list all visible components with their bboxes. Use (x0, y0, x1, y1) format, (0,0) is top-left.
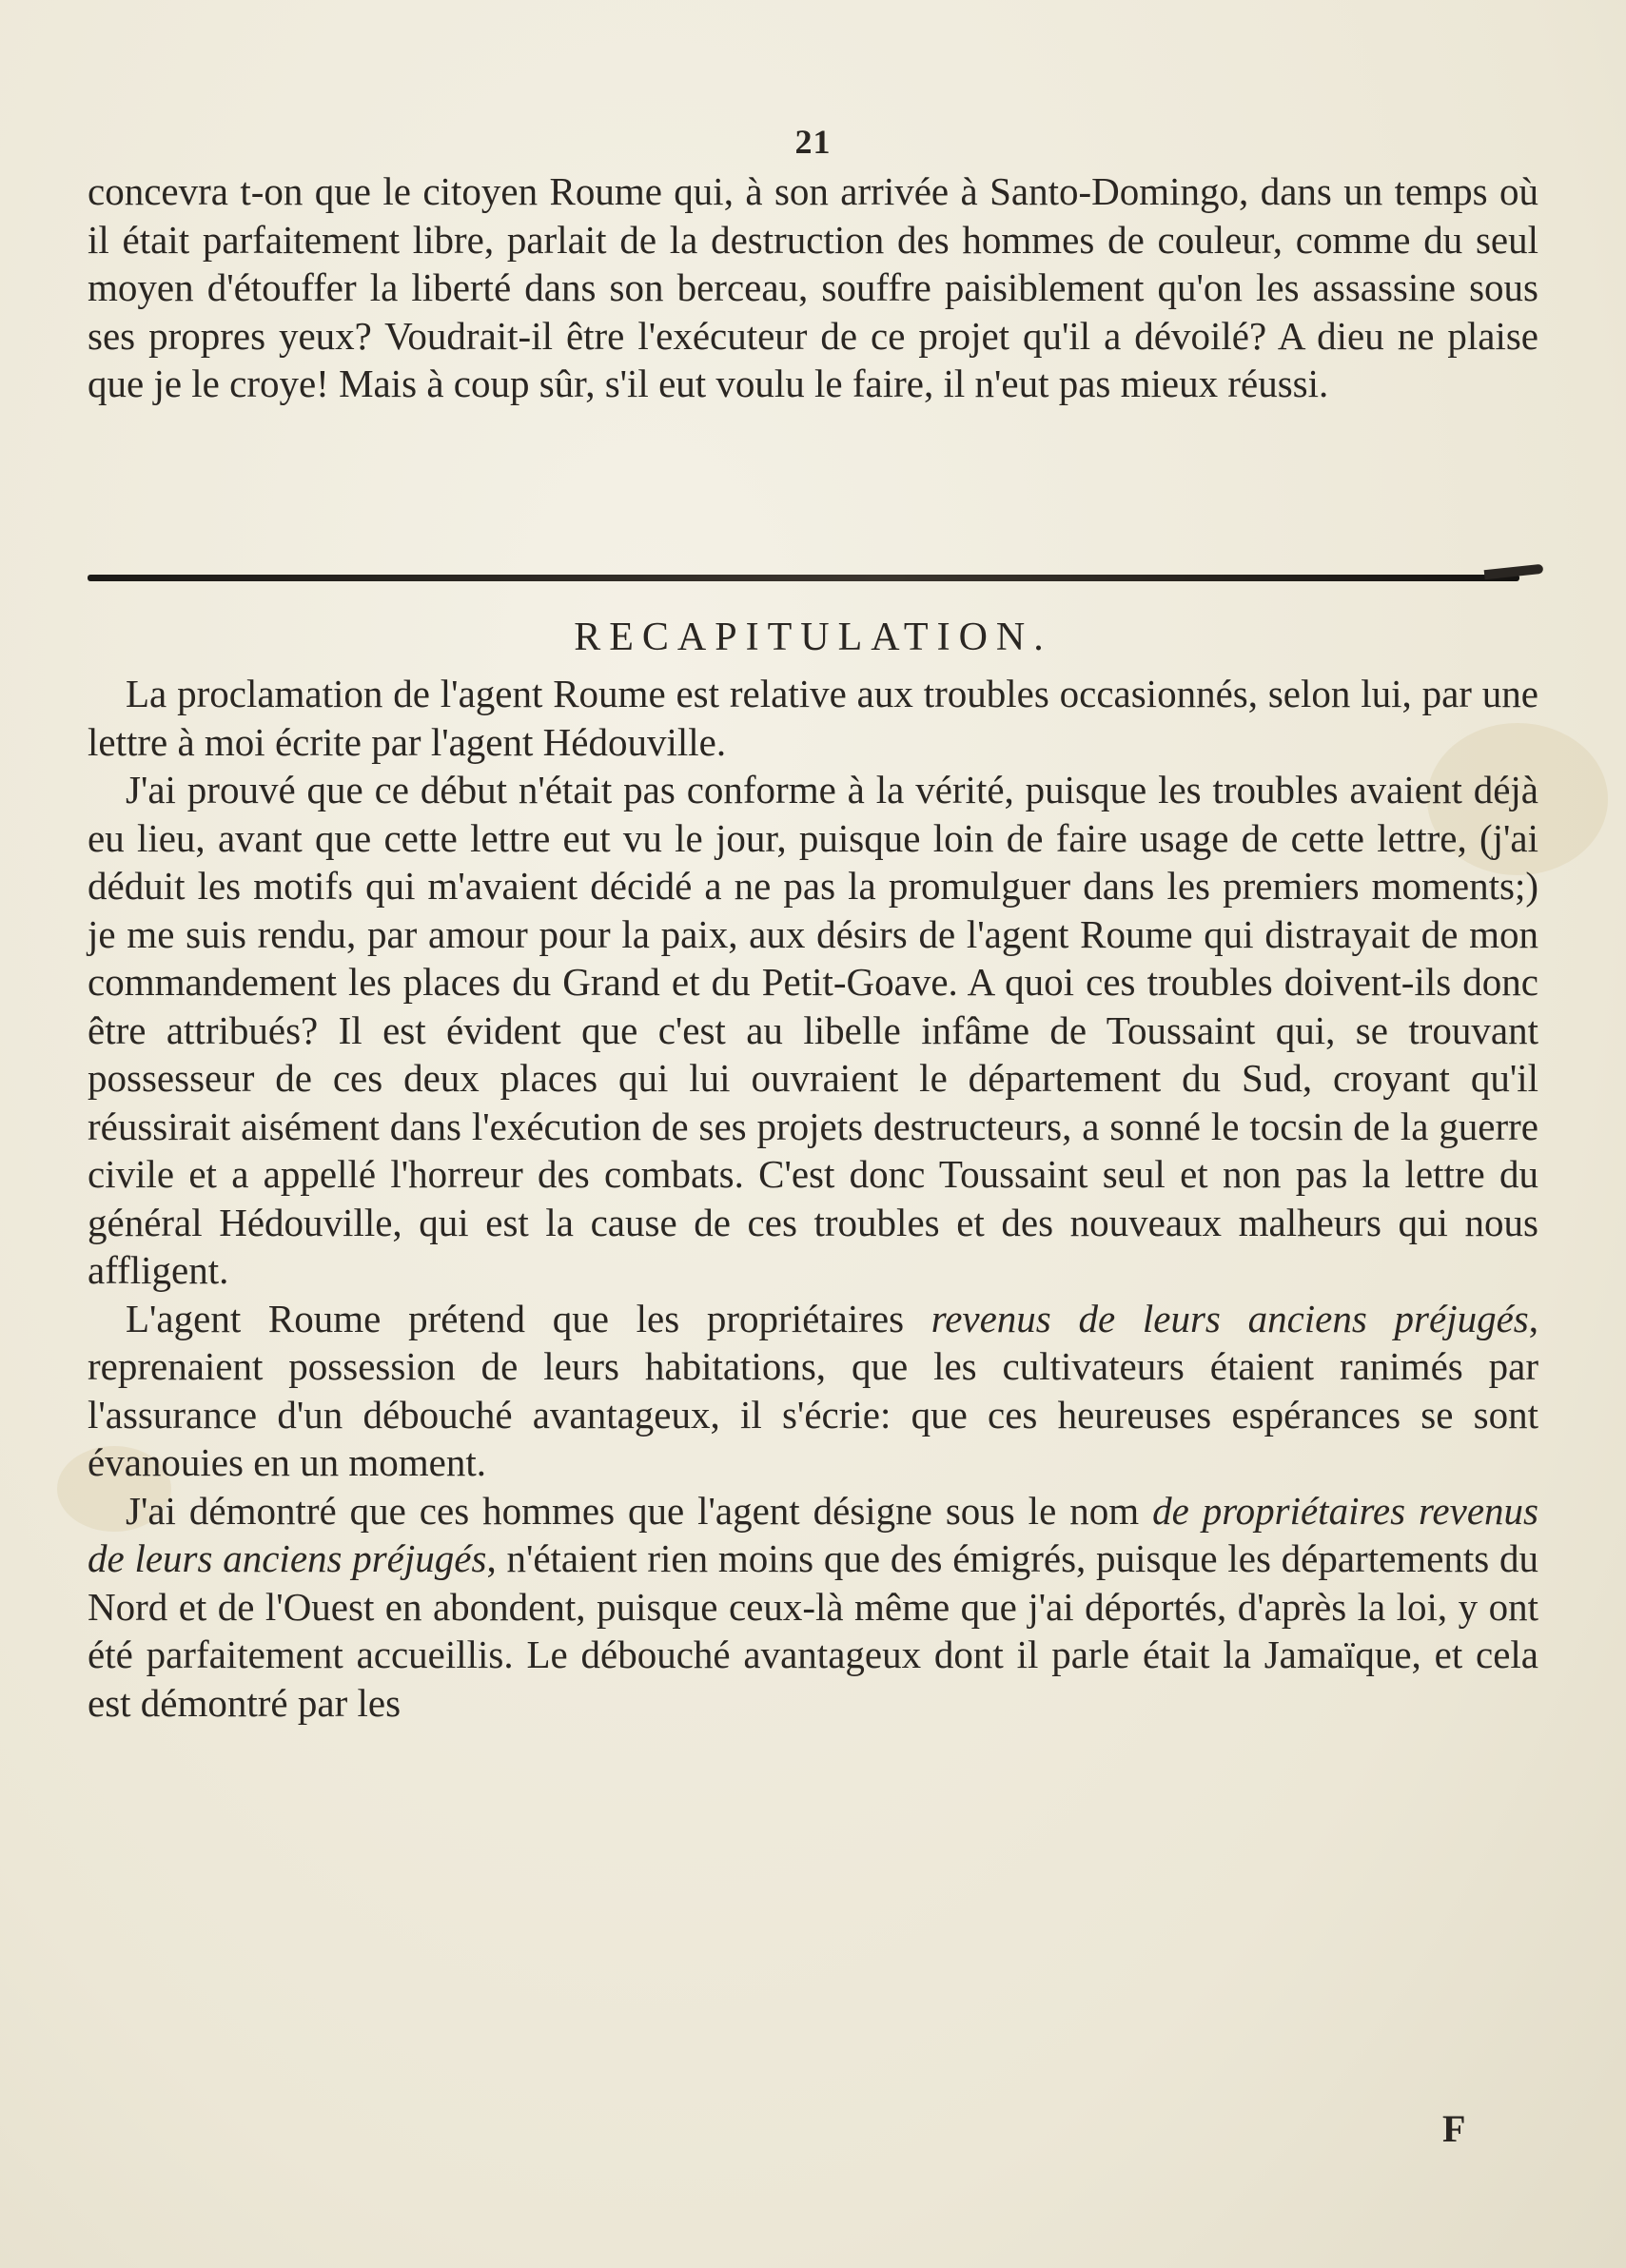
recap-paragraph-4-after: , n'étaient rien moins que des émigrés, puisque les départements du Nord et de l'Ouest en abondent, puisque ceux-là même que j'ai déportés, d'après la loi, y ont été parfaitement accueillis. Le débouché avantageux dont il parle était la Jamaïque, et cela est démontré par les (88, 1536, 1539, 1725)
recap-paragraph-3-after: , reprenaient possession de leurs habitations, que les cultivateurs étaient ranimés par l'assurance d'un débouché avantageux, il s'écrie: que ces heureuses espérances se sont évanouies en un moment. (88, 1296, 1538, 1484)
intro-paragraph-text: concevra t-on que le citoyen Roume qui, à son arrivée à Santo-Domingo, dans un temps où il était parfaitement libre, parlait de la destruction des hommes de couleur, comme du seul moyen d'étouffer la liberté dans son berceau, souffre paisiblement qu'on les assassine sous ses propres yeux? Voudrait-il être l'exécuteur de ce projet qu'il a dévoilé? A dieu ne plaise que je le croye! Mais à coup sûr, s'il eut voulu le faire, il n'eut pas mieux réussi. (88, 169, 1538, 405)
section-divider-rule (88, 575, 1519, 581)
recap-paragraph-4-before: J'ai démontré que ces hommes que l'agent désigne sous le nom (126, 1488, 1153, 1533)
section-heading: RECAPITULATION. (574, 616, 1052, 659)
page-number: 21 (794, 123, 832, 161)
recap-paragraph-3 (88, 1295, 1538, 1487)
recap-paragraph-3-before: L'agent Roume prétend que les propriétaires (126, 1296, 931, 1340)
recap-paragraph-2: J'ai prouvé que ce début n'était pas conforme à la vérité, puisque les troubles avaient déjà eu lieu, avant que cette lettre eut vu le jour, puisque loin de faire usage de cette lettre, (j'ai déduit les motifs qui m'avaient décidé a ne pas la promulguer dans les premiers moments;) je me suis rendu, par amour pour la paix, aux désirs de l'agent Roume qui distrayait de mon commandement les places du Grand et du Petit-Goave. A quoi ces troubles doivent-ils donc être attribués? Il est évident que c'est au libelle infâme de Toussaint qui, se trouvant possesseur de ces deux places qui lui ouvraient le département du Sud, croyant qu'il réussirait aisément dans l'exécution de ses projets destructeurs, a sonné le tocsin de la guerre civile et a appellé l'horreur des combats. C'est donc Toussaint seul et non pas la lettre du général Hédouville, qui est la cause de ces troubles et des nouveaux malheurs qui nous affligent. (88, 768, 1538, 1292)
recap-paragraph-4 (88, 1487, 1538, 1728)
intro-paragraph (88, 167, 1538, 408)
recap-paragraph-1: La proclamation de l'agent Roume est relative aux troubles occasionnés, selon lui, par une lettre à moi écrite par l'agent Hédouville. (88, 672, 1538, 764)
signature-mark: F (1442, 2107, 1466, 2150)
recapitulation-body (88, 670, 1538, 1727)
recap-paragraph-3-italic: revenus de leurs anciens préjugés (931, 1296, 1529, 1340)
recap-paragraph-4-italic: de propriétaires revenus de leurs anciens préjugés (88, 1488, 1538, 1580)
